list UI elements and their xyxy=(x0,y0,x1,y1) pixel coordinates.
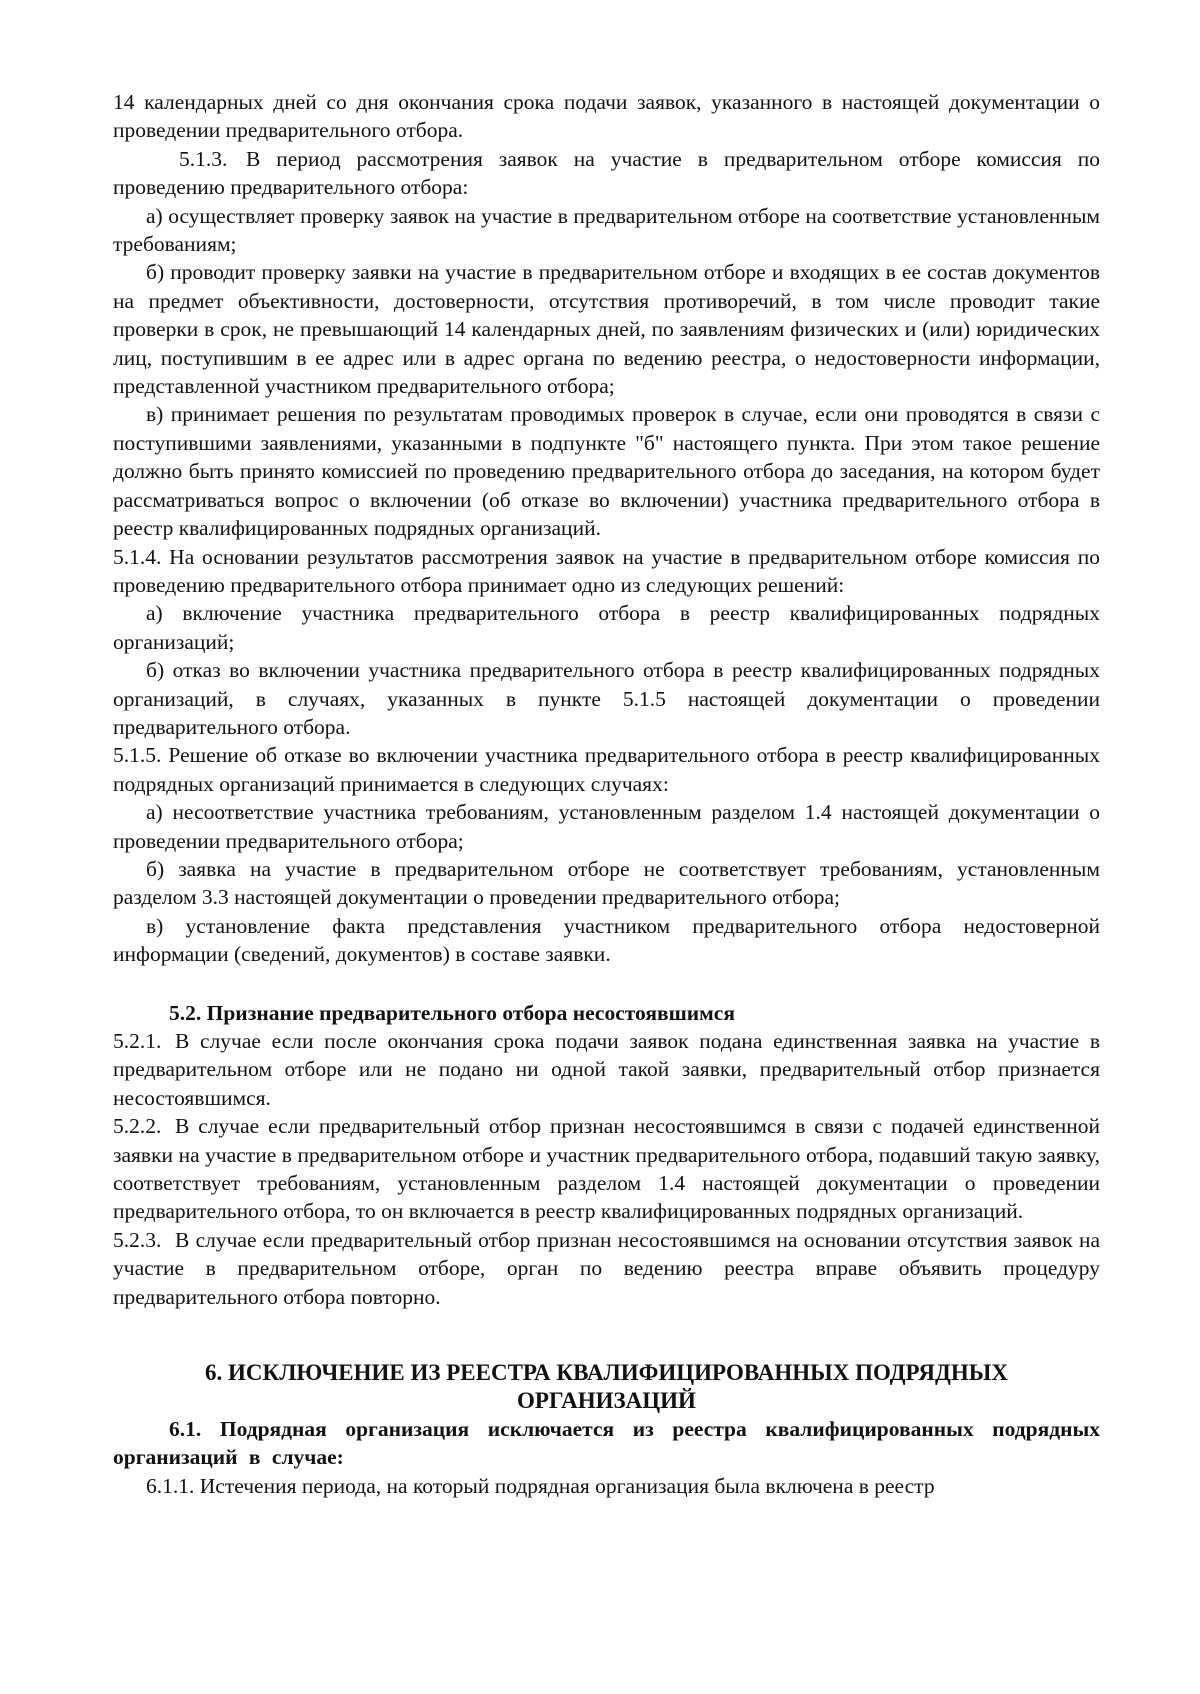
paragraph: б) проводит проверку заявки на участие в предварительном отборе и входящих в ее состав документов на предмет объективности, достоверности, отсутствия противоречий, в том числе проводит такие проверки в срок, не превышающий 14 календарных дней, по заявлениям физических и (или) юридических лиц, поступившим в ее адрес или в адрес органа по ведению реестра, о недостоверности информации, представленной участником предварительного отбора; xyxy=(113,260,1100,399)
paragraph-5-2-3 xyxy=(113,1226,1100,1311)
clause-number: 5.2.3. xyxy=(113,1227,162,1252)
paragraph: а) осуществляет проверку заявок на участие в предварительном отборе на соответствие установленным требованиям; xyxy=(113,203,1100,257)
clause-text: В случае если предварительный отбор признан несостоявшимся в связи с подачей единственной заявки на участие в предварительном отборе и участник предварительного отбора, подавший такую заявку, соответствует требованиям, установленным разделом 1.4 настоящей документации о проведении предварительного отбора, то он включается в реестр квалифицированных подрядных организаций. xyxy=(113,1114,1100,1224)
document-page xyxy=(113,88,1100,1500)
clause-number: 5.2.2. xyxy=(113,1114,162,1139)
paragraph-6-1-1: 6.1.1. Истечения периода, на который подрядная организация была включена в реестр xyxy=(146,1473,935,1498)
paragraph: в) установление факта представления участником предварительного отбора недостоверной информации (сведений, документов) в составе заявки. xyxy=(113,913,1100,967)
clause-6-1: 6.1. Подрядная организация исключается из реестра квалифицированных подрядных организаций в случае: xyxy=(113,1417,1100,1470)
paragraph: б) отказ во включении участника предварительного отбора в реестр квалифицированных подрядных организаций, в случаях, указанных в пункте 5.1.5 настоящей документации о проведении предварительного отбора. xyxy=(113,658,1100,739)
paragraph: 14 календарных дней со дня окончания срока подачи заявок, указанного в настоящей документации о проведении предварительного отбора. xyxy=(113,90,1100,143)
paragraph-5-2-2 xyxy=(113,1112,1100,1226)
clause-text: В случае если после окончания срока подачи заявок подана единственная заявка на участие в предварительном отборе или не подано ни одной такой заявки, предварительный отбор признается несостоявшимся. xyxy=(113,1029,1100,1110)
paragraph: а) несоответствие участника требованиям, установленным разделом 1.4 настоящей документации о проведении предварительного отбора; xyxy=(113,800,1100,853)
paragraph-5-2-1 xyxy=(113,1027,1100,1112)
paragraph-5-1-3 xyxy=(113,145,1100,202)
paragraph: в) принимает решения по результатам проводимых проверок в случае, если они проводятся в связи с поступившими заявлениями, указанными в подпункте "б" настоящего пункта. При этом такое решение должно быть принято комиссией по проведению предварительного отбора до заседания, на котором будет рассматриваться вопрос о включении (об отказе во включении) участника предварительного отбора в реестр квалифицированных подрядных организаций. xyxy=(113,402,1100,541)
clause-number: 5.2.1. xyxy=(113,1029,162,1053)
section-6-heading-line2: ОРГАНИЗАЦИЙ xyxy=(517,1388,696,1414)
clause-text: В случае если предварительный отбор признан несостоявшимся на основании отсутствия заявок на участие в предварительном отборе, орган по ведению реестра вправе объявить процедуру предварительного отбора повторно. xyxy=(113,1227,1100,1309)
clause-text: В период рассмотрения заявок на участие в предварительном отборе комиссия по проведению предварительного отбора: xyxy=(113,146,1100,200)
section-6-heading-line1: 6. ИСКЛЮЧЕНИЕ ИЗ РЕЕСТРА КВАЛИФИЦИРОВАННЫХ ПОДРЯДНЫХ xyxy=(205,1360,1008,1386)
paragraph-5-1-4: 5.1.4. На основании результатов рассмотрения заявок на участие в предварительном отборе комиссия по проведению предварительного отбора принимает одно из следующих решений: xyxy=(113,544,1100,597)
section-5-2-title: 5.2. Признание предварительного отбора несостоявшимся xyxy=(169,1000,735,1025)
paragraph-5-1-5: 5.1.5. Решение об отказе во включении участника предварительного отбора в реестр квалифицированных подрядных организаций принимается в следующих случаях: xyxy=(113,743,1100,796)
spacer xyxy=(113,1311,1100,1359)
clause-number: 5.1.3. xyxy=(179,146,228,171)
paragraph: б) заявка на участие в предварительном отборе не соответствует требованиям, установленным разделом 3.3 настоящей документации о проведении предварительного отбора; xyxy=(113,856,1100,910)
paragraph: а) включение участника предварительного отбора в реестр квалифицированных подрядных организаций; xyxy=(113,601,1100,654)
